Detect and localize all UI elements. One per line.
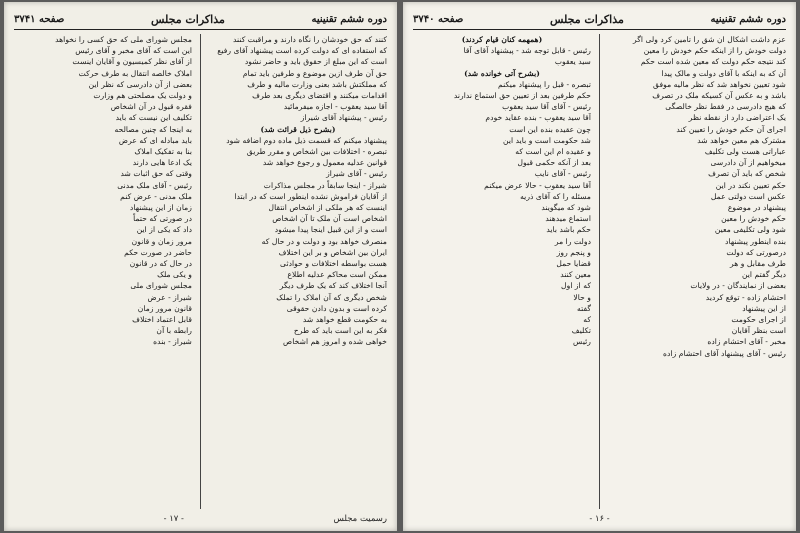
text-line: در حال که در قانون (129, 259, 192, 269)
text-line: تکلیف (571, 326, 591, 336)
text-line: ایران بین اشخاص و بر این اختلاف (278, 247, 387, 257)
text-line: آن که به اینکه با آقای دولت و مالک پیدا (661, 68, 786, 78)
text-line: که هیچ دادرسی در فقط نظر خالصگی (665, 102, 786, 112)
text-line: آقا سید یعقوب - بنده عقاید خودم (485, 113, 591, 123)
text-line: از آقایان فراموش نشده اینطور است که در ابتدا (234, 191, 387, 201)
left-page-label: صفحه ۳۷۴۱ (14, 13, 65, 25)
text-line: بنا به تفکیک املاک (134, 147, 192, 157)
text-line: عزم داشت اشکال ان شق را تامین کرد ولی اگر (633, 35, 786, 44)
right-page-title: مذاکرات مجلس (549, 12, 624, 26)
text-line: کند نتیجه حکم دولت که معین شده است حکم (640, 57, 786, 67)
text-line: بعضی از نمایندگان - در ولایات (690, 281, 786, 291)
text-line: معین کنند (560, 270, 591, 280)
text-line: مرور زمان و قانون (131, 236, 192, 246)
text-line: تبصره - اختلافات بین اشخاص و مقرر طریق (246, 147, 387, 157)
text-line: و یکی ملک (157, 270, 192, 280)
left-page (4, 2, 397, 531)
text-line: حکم طرفین بعد از تعیین حق استماع ندارند (453, 91, 591, 101)
text-line: بعضی از آن دادرسی که نظر این (88, 79, 192, 89)
text-line: طرف مقابل و هر (730, 259, 786, 269)
text-line: رابطه با آن (156, 326, 192, 336)
text-line: احتشام زاده - توقع کردید (705, 292, 786, 302)
text-line: و عقیده ام این است که (515, 147, 591, 157)
text-line: باشد و به عکس آن کسیکه ملک در تصرف (652, 91, 786, 101)
text-line: و حالا (573, 292, 591, 302)
text-line: قابل اعتماد اختلاف (132, 315, 192, 325)
text-line: استماع میدهند (545, 214, 591, 224)
left-edition-label: دوره ششم تقنینیه (311, 13, 387, 25)
right-header-rule (413, 29, 786, 30)
text-line: قانون مرور زمان (137, 303, 192, 313)
right-page-column-right (608, 34, 786, 509)
text-line: شیراز - اینجا سابقاً در مجلس مذاکرات (263, 180, 387, 190)
text-line: عکس است دولتی عمل (710, 191, 786, 201)
text-line: رئیس - قابل توجه شد - پیشنهاد آقای آقا (463, 46, 591, 56)
text-line: (بشرح ذیل قرائت شد) (260, 124, 336, 134)
text-line: مسئله را که آقای ذریه (520, 191, 591, 201)
right-page-number: - ۱۶ - (589, 514, 610, 524)
text-line: درصورتی که دولت (726, 247, 786, 257)
text-line: شخص که باید آن تصرف (708, 169, 786, 179)
text-line: حکم تعیین نکند در این (715, 180, 786, 190)
text-line: که استفاده ای که دولت کرده است پیشنهاد آقای رفیع (217, 46, 387, 56)
text-line: گفته (577, 303, 591, 313)
text-line: شیراز - بنده (153, 337, 192, 347)
text-line: حکم خودش را معین (721, 214, 786, 224)
text-line: به حکومت قطع خواهد شد (302, 315, 387, 325)
text-line: مشترک هم معین خواهد شد (697, 135, 786, 145)
text-line: پیشنهاد در موضوع (727, 203, 786, 213)
left-page-column-left (14, 34, 192, 509)
text-line: است و از این قبیل اینجا پیدا میشود (274, 225, 387, 235)
text-line: کرده است و بدون دادن حقوقی (286, 303, 387, 313)
text-line: حکم باشد باید (546, 225, 591, 235)
text-line: داد که یکی از این (136, 225, 192, 235)
text-line: شود ولی تکلیفی معین (714, 225, 786, 235)
text-line: حاضر در صورت حکم (124, 247, 192, 257)
right-page-columns (413, 34, 786, 509)
text-line: زمان از این پیشنهاد (129, 203, 192, 213)
text-line: رئیس - آقای پیشنهاد آقای احتشام زاده (663, 348, 786, 358)
text-line: آنجا اختلاف کند که یک طرف دیگر (279, 281, 387, 291)
text-line: به اینجا که چنین مصالحه (114, 124, 192, 134)
text-line: است که این مبلغ از حقوق باید و حاضر نشود (244, 57, 387, 67)
right-page (403, 2, 796, 531)
text-line: دولت خودش را از اینکه حکم خودش را معین (643, 46, 786, 56)
text-line: (بشرح آتی خوانده شد) (464, 68, 540, 78)
text-line: اشخاص است آن ملک تا آن اشخاص (272, 214, 387, 224)
text-line: فقره قبول در آن اشخاص (110, 102, 192, 112)
text-line: است بنظر آقایان (731, 326, 786, 336)
right-page-header (413, 10, 786, 28)
text-line: که مملکتش باشد بعنی وزارت مالیه و طرف (247, 79, 387, 89)
text-line: بنده اینطور پیشنهاد (725, 236, 786, 246)
text-line: رئیس - آقای شیراز (326, 169, 387, 179)
text-line: شود تعیین نخواهد شد که نظر مالیه موفق (653, 79, 786, 89)
text-line: منصرف خواهد بود و دولت و در حال که (261, 236, 387, 246)
text-line: تکلیف این نیست که باید (115, 113, 192, 123)
text-line: از این پیشنهاد (742, 303, 786, 313)
text-line: از اجرای حکومت (731, 315, 786, 325)
text-line: اینست که هر ملکی از اشخاص انتقال (268, 203, 387, 213)
text-line: آقا سید یعقوب - اجازه میفرمائید (283, 102, 387, 112)
text-line: این است که آقای مخبر و آقای رئیس (75, 46, 192, 56)
text-line: شخص دیگری که آن املاک را تملک (276, 292, 387, 302)
book-spread (4, 2, 796, 531)
left-footnote: رسمیت مجلس (333, 514, 387, 524)
text-line: دیگر گفتم این (741, 270, 786, 280)
text-line: ملک مدنی - عرض کنم (120, 191, 192, 201)
text-line: یک اعتراضی دارد از نقطه نظر (688, 113, 786, 123)
text-line: حق آن طرف ازین موضوع و طرفین باید تمام (242, 68, 387, 78)
text-line: و پنجم روز (556, 247, 591, 257)
left-header-rule (14, 29, 387, 30)
text-line: دولت را مر (554, 236, 591, 246)
text-line: اجرای آن حکم خودش را تعیین کند (676, 124, 786, 134)
text-line: کنند که حق خودشان را نگاه دارند و مراقبت کنند (233, 35, 387, 44)
text-line: بعد از آنکه حکمی قبول (517, 158, 591, 168)
text-line: در صورتی که حتماً (133, 214, 192, 224)
left-column-divider (200, 34, 201, 509)
text-line: رئیس - آقای ملک مدنی (117, 180, 192, 190)
text-line: وقتی که حق اثبات شد (120, 169, 192, 179)
text-line: رئیس (573, 337, 591, 347)
text-line: املاک خالصه انتقال به طرف حرکت (78, 68, 192, 78)
text-line: رئیس - آقای نایب (534, 169, 591, 179)
left-page-number: - ۱۷ - (163, 514, 184, 524)
text-line: که (583, 315, 591, 325)
text-line: فکر به این است باید که طرح (293, 326, 387, 336)
text-line: تبصره - قبل را پیشنهاد میکنم (498, 79, 591, 89)
left-page-footer (14, 512, 387, 526)
text-line: اقدامات میکنند و اقتضای دیگری بعد طرف (252, 91, 387, 101)
text-line: مجلس شورای ملی (130, 281, 192, 291)
text-line: باید مبادله ای که عرض (118, 135, 192, 145)
right-page-column-left (413, 34, 591, 509)
right-page-footer (413, 512, 786, 526)
text-line: (همهمه کنان قیام کردند) (461, 35, 543, 44)
text-line: که از اول (561, 281, 591, 291)
text-line: هست بواسطه اختلافات و حوادثی (280, 259, 387, 269)
right-edition-label: دوره ششم تقنینیه (710, 13, 786, 25)
text-line: از آقای نظر کمیسیون و آقایان اینست (72, 57, 192, 67)
text-line: قوانین عدلیه معمول و رجوع خواهد شد (262, 158, 387, 168)
text-line: میخواهیم از آن دادرسی (710, 158, 786, 168)
text-line: خواهی شده و امروز هم اشخاص (282, 337, 387, 347)
left-page-column-right (209, 34, 387, 509)
text-line: مخبر - آقای احتشام زاده (707, 337, 786, 347)
text-line: مجلس شورای ملی که حق کسی را نخواهد (55, 35, 192, 44)
text-line: سید یعقوب (554, 57, 591, 67)
text-line: آقا سید یعقوب - حالا عرض میکنم (484, 180, 591, 190)
left-page-header (14, 10, 387, 28)
text-line: عباراتی هست ولی تکلیف (704, 147, 786, 157)
text-line: چون عقیده بنده این است (509, 124, 591, 134)
text-line: یک ادعا هایی دارند (132, 158, 192, 168)
text-line: شد حکومت است و باید این (503, 135, 591, 145)
left-page-title: مذاکرات مجلس (150, 12, 225, 26)
right-page-label: صفحه ۳۷۴۰ (413, 13, 464, 25)
text-line: و دولت یک مصلحتی هم وزارت (93, 91, 192, 101)
text-line: رئیس - پیشنهاد آقای شیراز (300, 113, 387, 123)
text-line: رئیس - آقای آقا سید یعقوب (502, 102, 591, 112)
text-line: شیراز - عرض (147, 292, 192, 302)
text-line: ممکن است محاکم عدلیه اطلاع (287, 270, 387, 280)
text-line: شود که میگویند (541, 203, 591, 213)
right-column-divider (599, 34, 600, 509)
left-page-columns (14, 34, 387, 509)
text-line: پیشنهاد میکنم که قسمت ذیل ماده دوم اضافه شود (226, 135, 387, 145)
text-line: قضایا حمل (556, 259, 591, 269)
